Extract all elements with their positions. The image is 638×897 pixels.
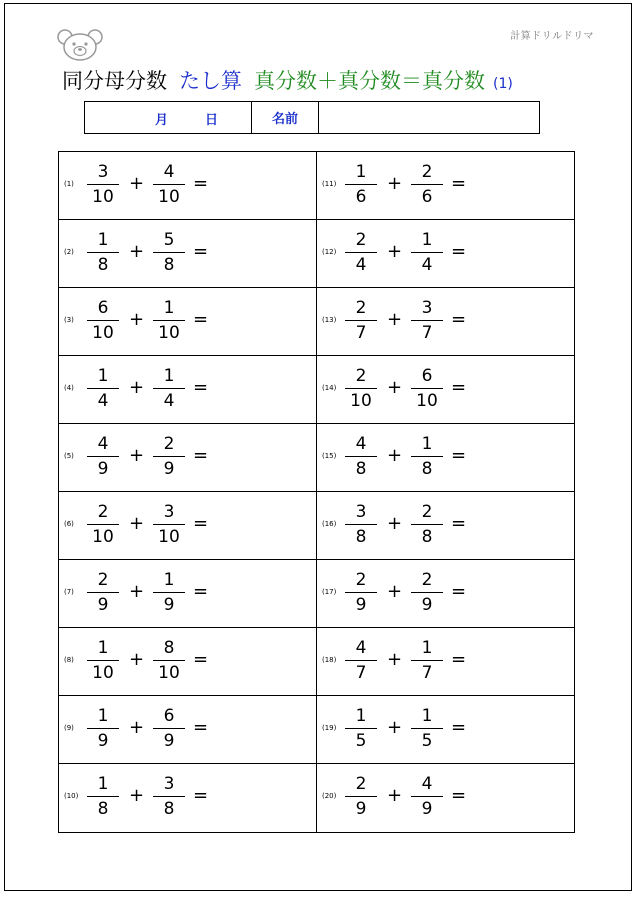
numerator: 3 [163, 774, 175, 794]
numerator: 4 [421, 774, 433, 794]
problem-number: (13) [322, 316, 337, 324]
fraction-left [343, 501, 379, 548]
fraction-bar [87, 184, 119, 185]
numerator: 4 [355, 638, 367, 658]
plus-sign: + [387, 581, 403, 602]
fraction-bar [345, 592, 377, 593]
fraction-right [409, 229, 445, 276]
numerator: 8 [163, 638, 175, 658]
plus-sign: + [129, 377, 145, 398]
denominator: 10 [158, 527, 180, 547]
problem-number: (10) [64, 792, 79, 800]
denominator: 10 [92, 527, 114, 547]
numerator: 2 [355, 230, 367, 250]
fraction-left [85, 501, 121, 548]
numerator: 4 [163, 162, 175, 182]
plus-sign: + [387, 649, 403, 670]
equals-sign: = [193, 717, 209, 738]
numerator: 2 [97, 502, 109, 522]
fraction-left [85, 569, 121, 616]
bear-logo-icon [56, 28, 104, 62]
denominator: 8 [163, 799, 175, 819]
numerator: 2 [355, 774, 367, 794]
denominator: 9 [97, 731, 109, 751]
fraction-bar [345, 728, 377, 729]
fraction-bar [411, 796, 443, 797]
numerator: 6 [421, 366, 433, 386]
fraction-right [151, 433, 187, 480]
numerator: 3 [355, 502, 367, 522]
numerator: 5 [163, 230, 175, 250]
problem-number: (17) [322, 588, 337, 596]
fraction-left [85, 433, 121, 480]
numerator: 2 [163, 434, 175, 454]
problem-cell [59, 560, 317, 628]
fraction-bar [411, 524, 443, 525]
fraction-bar [153, 184, 185, 185]
fraction-right [151, 365, 187, 412]
plus-sign: + [387, 717, 403, 738]
plus-sign: + [129, 581, 145, 602]
problem-number: (5) [64, 452, 74, 460]
problem-cell [317, 696, 574, 764]
fraction-left [343, 773, 379, 820]
problem-number: (3) [64, 316, 74, 324]
date-field[interactable] [85, 102, 252, 133]
plus-sign: + [387, 377, 403, 398]
problem-cell [317, 628, 574, 696]
problem-number: (19) [322, 724, 337, 732]
problem-cell [59, 152, 317, 220]
denominator: 10 [92, 323, 114, 343]
plus-sign: + [129, 649, 145, 670]
fraction-bar [87, 320, 119, 321]
numerator: 6 [97, 298, 109, 318]
fraction-left [343, 433, 379, 480]
denominator: 10 [158, 323, 180, 343]
fraction-right [151, 637, 187, 684]
numerator: 1 [97, 230, 109, 250]
denominator: 4 [421, 255, 433, 275]
problem-cell [59, 220, 317, 288]
name-field[interactable] [319, 102, 539, 133]
fraction-bar [153, 524, 185, 525]
fraction-bar [411, 184, 443, 185]
plus-sign: + [129, 241, 145, 262]
numerator: 6 [163, 706, 175, 726]
fraction-bar [153, 592, 185, 593]
problem-cell [317, 492, 574, 560]
title-number: (1) [493, 76, 513, 92]
denominator: 4 [163, 391, 175, 411]
problem-cell [59, 628, 317, 696]
problem-cell [59, 424, 317, 492]
denominator: 10 [158, 187, 180, 207]
problem-number: (2) [64, 248, 74, 256]
numerator: 2 [421, 570, 433, 590]
brand-label: 計算ドリルドリマ [510, 31, 594, 42]
fraction-bar [153, 796, 185, 797]
equals-sign: = [451, 785, 467, 806]
fraction-bar [411, 728, 443, 729]
equals-sign: = [451, 309, 467, 330]
numerator: 2 [421, 162, 433, 182]
fraction-left [343, 229, 379, 276]
fraction-left [343, 637, 379, 684]
denominator: 8 [97, 799, 109, 819]
day-label: 日 [205, 113, 219, 128]
fraction-right [409, 433, 445, 480]
plus-sign: + [129, 309, 145, 330]
equals-sign: = [193, 445, 209, 466]
equals-sign: = [451, 173, 467, 194]
fraction-left [85, 297, 121, 344]
problem-cell [59, 696, 317, 764]
problem-cell [317, 152, 574, 220]
numerator: 1 [355, 706, 367, 726]
name-date-box [84, 101, 540, 134]
plus-sign: + [387, 241, 403, 262]
numerator: 4 [355, 434, 367, 454]
fraction-bar [411, 660, 443, 661]
fraction-bar [87, 592, 119, 593]
fraction-right [409, 637, 445, 684]
fraction-bar [345, 184, 377, 185]
equals-sign: = [451, 445, 467, 466]
fraction-right [409, 569, 445, 616]
equals-sign: = [193, 377, 209, 398]
equals-sign: = [451, 513, 467, 534]
problem-number: (6) [64, 520, 74, 528]
equals-sign: = [193, 173, 209, 194]
fraction-right [409, 161, 445, 208]
equals-sign: = [451, 649, 467, 670]
fraction-bar [153, 320, 185, 321]
fraction-right [151, 569, 187, 616]
denominator: 9 [97, 459, 109, 479]
fraction-right [151, 705, 187, 752]
problem-number: (15) [322, 452, 337, 460]
problem-cell [59, 764, 317, 832]
plus-sign: + [129, 445, 145, 466]
plus-sign: + [129, 173, 145, 194]
equals-sign: = [451, 581, 467, 602]
fraction-left [85, 773, 121, 820]
fraction-right [409, 501, 445, 548]
title-subtitle: 真分数＋真分数＝真分数 [254, 69, 485, 93]
numerator: 1 [355, 162, 367, 182]
numerator: 2 [421, 502, 433, 522]
denominator: 8 [421, 527, 433, 547]
problem-cell [317, 220, 574, 288]
denominator: 6 [421, 187, 433, 207]
numerator: 1 [421, 706, 433, 726]
numerator: 3 [97, 162, 109, 182]
numerator: 2 [355, 366, 367, 386]
page-title [62, 66, 513, 99]
equals-sign: = [451, 717, 467, 738]
problem-number: (7) [64, 588, 74, 596]
month-label: 月 [155, 113, 169, 128]
fraction-bar [411, 320, 443, 321]
denominator: 8 [355, 527, 367, 547]
fraction-bar [411, 592, 443, 593]
denominator: 4 [355, 255, 367, 275]
denominator: 5 [421, 731, 433, 751]
problem-number: (20) [322, 792, 337, 800]
denominator: 10 [350, 391, 372, 411]
denominator: 9 [421, 799, 433, 819]
fraction-left [343, 161, 379, 208]
numerator: 2 [97, 570, 109, 590]
problem-number: (12) [322, 248, 337, 256]
numerator: 2 [355, 298, 367, 318]
equals-sign: = [193, 581, 209, 602]
problem-cell [317, 424, 574, 492]
fraction-bar [153, 252, 185, 253]
problem-number: (16) [322, 520, 337, 528]
fraction-right [151, 229, 187, 276]
fraction-bar [345, 456, 377, 457]
fraction-right [409, 773, 445, 820]
title-operation: たし算 [179, 69, 242, 93]
numerator: 3 [163, 502, 175, 522]
fraction-left [85, 365, 121, 412]
plus-sign: + [387, 785, 403, 806]
problem-number: (9) [64, 724, 74, 732]
numerator: 1 [97, 774, 109, 794]
numerator: 1 [163, 570, 175, 590]
equals-sign: = [451, 241, 467, 262]
denominator: 8 [163, 255, 175, 275]
fraction-bar [345, 660, 377, 661]
denominator: 10 [92, 187, 114, 207]
numerator: 4 [97, 434, 109, 454]
numerator: 1 [421, 638, 433, 658]
numerator: 3 [421, 298, 433, 318]
equals-sign: = [193, 309, 209, 330]
equals-sign: = [193, 513, 209, 534]
fraction-bar [87, 660, 119, 661]
fraction-bar [153, 728, 185, 729]
fraction-left [85, 705, 121, 752]
fraction-bar [87, 388, 119, 389]
denominator: 9 [163, 459, 175, 479]
problem-cell [59, 356, 317, 424]
denominator: 9 [163, 595, 175, 615]
fraction-left [85, 229, 121, 276]
denominator: 9 [421, 595, 433, 615]
problem-number: (14) [322, 384, 337, 392]
equals-sign: = [193, 785, 209, 806]
problem-number: (4) [64, 384, 74, 392]
problem-grid [58, 151, 575, 833]
denominator: 10 [92, 663, 114, 683]
numerator: 1 [163, 366, 175, 386]
numerator: 1 [163, 298, 175, 318]
denominator: 9 [163, 731, 175, 751]
fraction-left [343, 705, 379, 752]
problem-number: (1) [64, 180, 74, 188]
numerator: 1 [421, 230, 433, 250]
numerator: 1 [97, 366, 109, 386]
plus-sign: + [387, 445, 403, 466]
denominator: 7 [421, 323, 433, 343]
fraction-left [343, 569, 379, 616]
problem-cell [59, 492, 317, 560]
name-label: 名前 [252, 102, 319, 133]
denominator: 7 [421, 663, 433, 683]
denominator: 7 [355, 663, 367, 683]
problem-cell [317, 288, 574, 356]
fraction-left [343, 365, 379, 412]
fraction-bar [411, 252, 443, 253]
problem-number: (18) [322, 656, 337, 664]
problem-cell [317, 356, 574, 424]
fraction-bar [87, 456, 119, 457]
fraction-left [85, 161, 121, 208]
denominator: 9 [355, 799, 367, 819]
fraction-bar [87, 524, 119, 525]
fraction-bar [153, 388, 185, 389]
fraction-left [85, 637, 121, 684]
denominator: 10 [158, 663, 180, 683]
fraction-right [409, 297, 445, 344]
denominator: 6 [355, 187, 367, 207]
equals-sign: = [193, 649, 209, 670]
problem-number: (8) [64, 656, 74, 664]
fraction-right [409, 705, 445, 752]
fraction-right [409, 365, 445, 412]
fraction-bar [345, 796, 377, 797]
numerator: 1 [97, 706, 109, 726]
plus-sign: + [129, 513, 145, 534]
denominator: 10 [416, 391, 438, 411]
problem-number: (11) [322, 180, 337, 188]
fraction-bar [345, 252, 377, 253]
fraction-bar [345, 320, 377, 321]
denominator: 9 [355, 595, 367, 615]
plus-sign: + [387, 513, 403, 534]
fraction-bar [153, 660, 185, 661]
fraction-left [343, 297, 379, 344]
fraction-bar [87, 728, 119, 729]
denominator: 4 [97, 391, 109, 411]
numerator: 1 [97, 638, 109, 658]
denominator: 8 [355, 459, 367, 479]
fraction-bar [345, 524, 377, 525]
numerator: 2 [355, 570, 367, 590]
denominator: 8 [97, 255, 109, 275]
fraction-right [151, 773, 187, 820]
plus-sign: + [387, 173, 403, 194]
equals-sign: = [193, 241, 209, 262]
fraction-right [151, 161, 187, 208]
plus-sign: + [129, 785, 145, 806]
denominator: 5 [355, 731, 367, 751]
fraction-bar [345, 388, 377, 389]
fraction-bar [411, 388, 443, 389]
denominator: 9 [97, 595, 109, 615]
problem-cell [317, 560, 574, 628]
numerator: 1 [421, 434, 433, 454]
fraction-bar [87, 796, 119, 797]
fraction-right [151, 297, 187, 344]
problem-cell [317, 764, 574, 832]
denominator: 8 [421, 459, 433, 479]
fraction-bar [153, 456, 185, 457]
fraction-bar [87, 252, 119, 253]
problem-cell [59, 288, 317, 356]
denominator: 7 [355, 323, 367, 343]
title-main: 同分母分数 [62, 69, 167, 93]
plus-sign: + [387, 309, 403, 330]
fraction-right [151, 501, 187, 548]
fraction-bar [411, 456, 443, 457]
plus-sign: + [129, 717, 145, 738]
equals-sign: = [451, 377, 467, 398]
